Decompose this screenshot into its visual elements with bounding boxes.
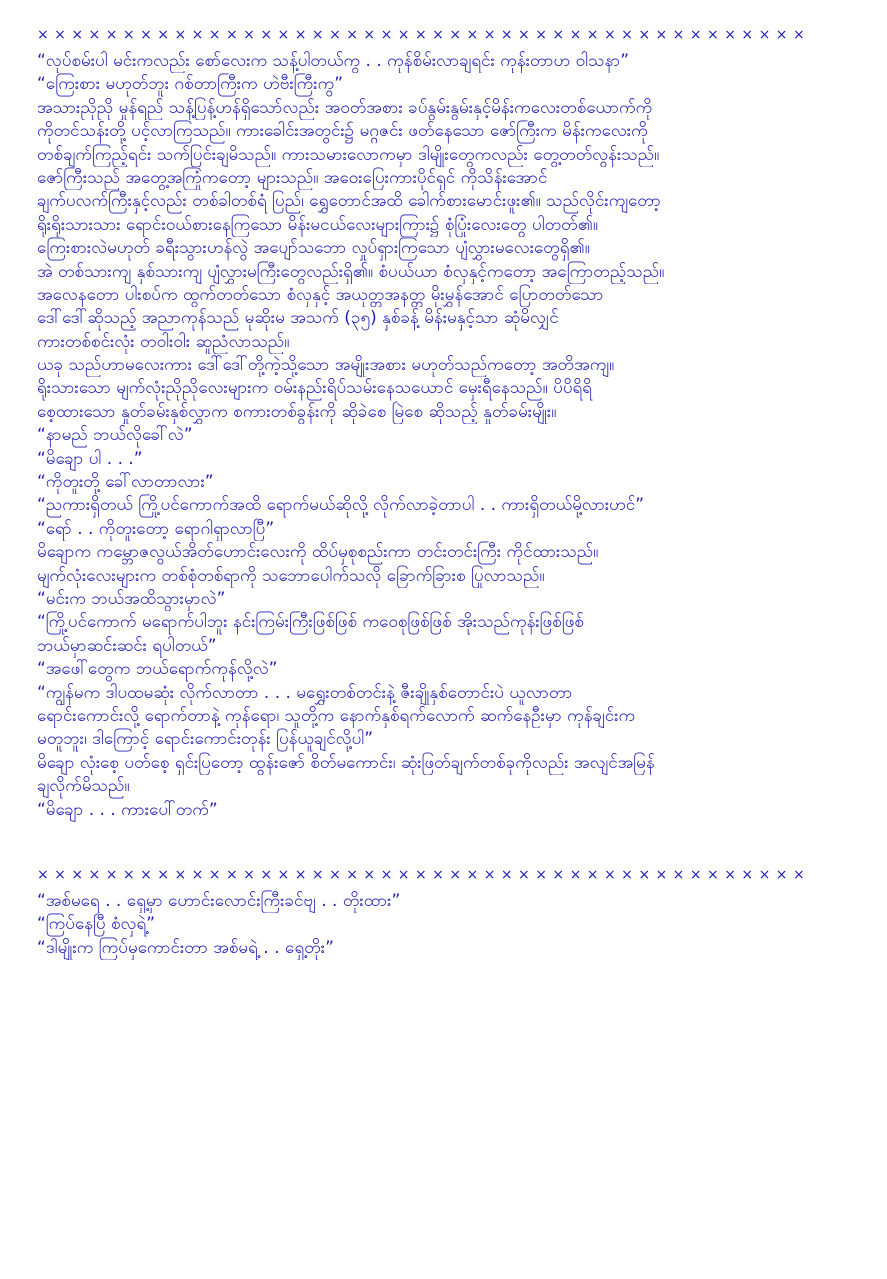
text-line: ရိုးရိုးသားသား ရောင်းဝယ်စားနေကြသော မိန်းမငယ်လေးများကြား၌ စုံပြုံးလေးတွေ ပါတတ်၏။ [37,214,599,235]
dialogue-line: “အစ်မရေ . . ရှေ့မှာ ဟောင်းလောင်းကြီးခင်ဗျ . . တိုးထား” [37,890,401,911]
text-line: အသားညိုညို မှုန်ရည် သန့်ပြန့်ဟန်ရှိသော်လည်း အဝတ်အစား ခပ်နွမ်းနွမ်းနှင့်မိန်းကလေးတစ်ယောက်ကို [37,97,653,118]
text-line: ဇော်ကြီးသည် အတွေ့အကြုံကတော့ များသည်။ အဝေးပြေးကားပိုင်ရှင် ကိုသိန်းအောင် [37,167,548,188]
dialogue-line: ဘယ်မှာဆင်းဆင်း ရပါတယ်” [37,635,217,656]
separator-top: × × × × × × × × × × × × × × × × × × × × × × × × × × × × × × × × × × × × × × × × × × × × × [37,27,806,43]
dialogue-line: “ကြို့ပင်ကောက် မရောက်ပါဘူး နင်းကြမ်းကြီးဖြစ်ဖြစ် ကဝေစုဖြစ်ဖြစ် အိုးသည်ကုန်းဖြစ်ဖြစ် [37,612,584,633]
text-line: အဲ တစ်သားကျ နှစ်သားကျ ပျံလွှားမကြီးတွေလည်းရှိ၏။ စံပယ်ယာ စံလှနှင့်ကတော့ အကြောတည့်သည်။ [37,261,665,282]
dialogue-line: “နာမည် ဘယ်လိုခေါ်လဲ” [37,425,193,446]
paragraph-block-1 [37,50,857,424]
text-line: ရိုးသားသော မျက်လုံးညိုညိုလေးများက ဝမ်းနည်းရိပ်သမ်းနေသယောင် မှေးရီနေသည်။ ပိပိရိရိ [37,378,593,399]
text-line: မိချောက ကမ္ဘောဇလွယ်အိတ်ဟောင်းလေးကို ထိပ်မှစုစည်းကာ တင်းတင်းကြီး ကိုင်ထားသည်။ [37,542,599,563]
text-line: ယခု သည်ဟာမလေးကား ဒေါ်ဒေါ်တို့ကဲ့သို့သော အမျိုးအစား မဟုတ်သည်ကတော့ အတိအကျ။ [37,355,615,376]
text-line: တစ်ချက်ကြည့်ရင်း သက်ပြင်းချမိသည်။ ကားသမားလောကမှာ ဒါမျိုးတွေကလည်း တွေ့တတ်လွန်းသည်။ [37,144,660,165]
dialogue-line: “မိချော . . . ကားပေါ်တက်” [37,799,218,820]
text-line: “လုပ်စမ်းပါ မင်းကလည်း စော်လေးက သန့်ပါတယ်ကွ . . ကုန်စိမ်းလာချရင်း ကုန်းတာဟ ဝါသနာ” [37,51,630,71]
dialogue-line: “ညကားရှိတယ် ကြို့ပင်ကောက်အထိ ရောက်မယ်ဆိုလို့ လိုက်လာခဲ့တာပါ . . ကားရှိတယ်မို့လားဟင်” [37,495,645,516]
text-line: မျက်လုံးလေးများက တစ်စုံတစ်ရာကို သဘောပေါက်သလို ခြောက်ခြားစ ပြုလာသည်။ [37,565,545,586]
text-line: “ကြေးစား မဟုတ်ဘူး ဂစ်တာကြီးက ဟဲဗီးကြီးကွ” [37,74,344,95]
dialogue-line: “ကြပ်နေပြီ စံလှရဲ့” [37,914,156,935]
dialogue-line: “မိချော ပါ . . .” [37,448,143,469]
dialogue-line: ရောင်းကောင်းလို့ ရောက်တာနဲ့ ကုန်ရော၊ သူတို့က နောက်နှစ်ရက်လောက် ဆက်နေဦးမှာ ကုန်ချင်းက [37,705,636,726]
dialogue-line: “ရော် . . ကိုတူးတော့ ရောဂါရှာလာပြီ” [37,518,275,539]
dialogue-line: “ကိုတူးတို့ ခေါ်လာတာလား” [37,472,214,493]
text-line: စေ့ထားသော နှုတ်ခမ်းနှစ်လွှာက စကားတစ်ခွန်းကို ဆိုခဲစေ မြဲစေ ဆိုသည့် နှုတ်ခမ်းမျိုး။ [37,401,557,422]
paragraph-block-2 [37,424,857,822]
text-line: ကားတစ်စင်းလုံး တဝါးဝါး ဆူညံလာသည်။ [37,331,290,352]
text-line: ချလိုက်မိသည်။ [37,776,130,797]
text-line: ကြေးစားလဲမဟုတ် ခရီးသွားဟန်လွဲ အပျော်သဘော လှုပ်ရှားကြသော ပျံလွှားမလေးတွေရှိ၏။ [37,238,590,259]
dialogue-line: မတူဘူး၊ ဒါကြောင့် ရောင်းကောင်းတုန်း ပြန်ယူချင်လို့ပါ” [37,729,374,750]
paragraph-block-3 [37,890,857,960]
text-line: ဒေါ်ဒေါ်ဆိုသည့် အညာကုန်သည် မုဆိုးမ အသက် (၃၅) နှစ်ခန့် မိန်းမနှင့်သာ ဆုံမိလျှင် [37,308,559,329]
text-line: အလေနတော ပါးစပ်က ထွက်တတ်သော စံလှနှင့် အယုတ္တအနတ္တ မိုးမွှန်အောင် ပြောတတ်သော [37,284,604,305]
dialogue-line: “ကျွန်မက ဒါပထမဆုံး လိုက်လာတာ . . . မရွှေးတစ်တင်းနဲ့ ဇီးချိုနှစ်တောင်းပဲ ယူလာတာ [37,682,573,703]
text-line: ချက်ပလက်ကြီးနှင့်လည်း တစ်ခါတစ်ရံ ပြည်၊ ရွှေတောင်အထိ ခေါက်စားမောင်းဖူး၏။ သည်လိုင်းကျတော့ [37,191,661,212]
text-line: မိချော လုံးစေ့ ပတ်စေ့ ရှင်းပြတော့ ထွန်းဇော် စိတ်မကောင်း၊ ဆုံးဖြတ်ချက်တစ်ခုကိုလည်း အလျင်အမြန် [37,752,655,773]
text-line: ကိုတင်သန်းတို့ ပင့်လာကြသည်။ ကားခေါင်းအတွင်း၌ မဂ္ဂဇင်း ဖတ်နေသော ဇော်ကြီးက မိန်းကလေးကို [37,121,648,142]
separator-middle: × × × × × × × × × × × × × × × × × × × × × × × × × × × × × × × × × × × × × × × × × × × × × [37,866,806,883]
dialogue-line: “အဖေါ်တွေက ဘယ်ရောက်ကုန်လို့လဲ” [37,659,278,680]
dialogue-line: “မင်းက ဘယ်အထိသွားမှာလဲ” [37,588,226,609]
dialogue-line: “ဒါမျိုးက ကြပ်မှကောင်းတာ အစ်မရဲ့ . . ရှေ့တိုး” [37,937,334,958]
